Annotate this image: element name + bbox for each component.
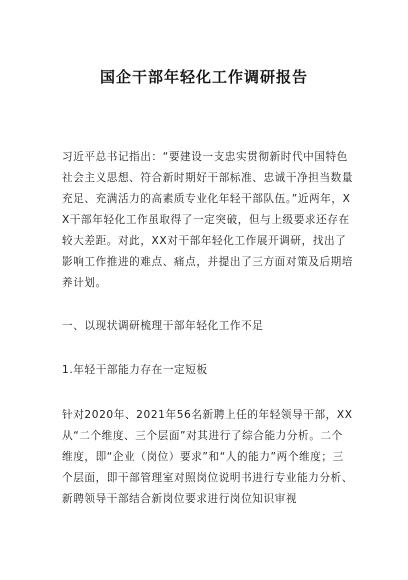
body-paragraph: 针对2020年、2021年56名新聘上任的年轻领导干部，XX从“二个维度、三个层面”对其进行了综合能力分析。二个维度，即“企业（岗位）要求”和“人的能力”两个维度；三个层面，即干部管理室对照岗位说明书进行专业能力分析、新聘领导干部结合新岗位要求进行岗位知识审视 [62,409,354,505]
intro-paragraph: 习近平总书记指出：“要建设一支忠实贯彻新时代中国特色社会主义思想、符合新时期好干部标准、忠诚干净担当数量充足、充满活力的高素质专业化年轻干部队伍。”近两年，XX干部年轻化工作虽取得了一定突破，但与上级要求还存在较大差距。对此，XX对干部年轻化工作展开调研，找出了影响工作推进的难点、痛点，并提出了三方面对策及后期培养计划。 [62,151,354,289]
section-heading: 一、以现状调研梳理干部年轻化工作不足 [62,320,264,332]
subsection-heading: 1.年轻干部能力存在一定短板 [62,364,208,376]
document-title: 国企干部年轻化工作调研报告 [99,68,308,86]
